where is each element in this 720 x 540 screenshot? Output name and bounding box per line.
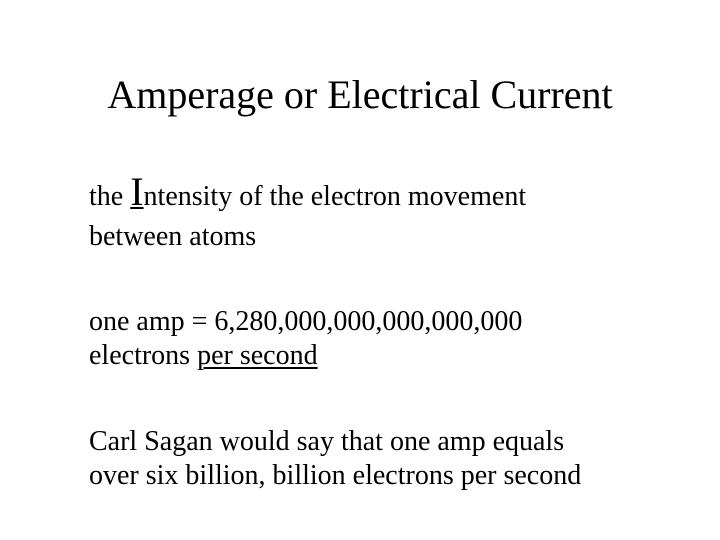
slide-title: Amperage or Electrical Current [107, 72, 613, 117]
definition-initial-letter: I [130, 169, 144, 214]
definition-paragraph [89, 169, 526, 254]
equation-line-1: one amp = 6,280,000,000,000,000,000 [89, 306, 523, 337]
equation-paragraph [89, 305, 522, 373]
sagan-line-2: over six billion, billion electrons per second [89, 460, 582, 491]
per-second-underlined: per second [197, 340, 318, 371]
equation-line-2-prefix: electrons [89, 340, 198, 371]
sagan-paragraph [89, 425, 581, 493]
definition-prefix: the [89, 181, 131, 212]
definition-line-2: between atoms [89, 221, 257, 252]
sagan-line-1: Carl Sagan would say that one amp equals [89, 426, 565, 457]
definition-rest: ntensity of the electron movement [143, 181, 527, 212]
definition-line-1 [89, 169, 526, 220]
equation-line-2 [89, 339, 522, 373]
